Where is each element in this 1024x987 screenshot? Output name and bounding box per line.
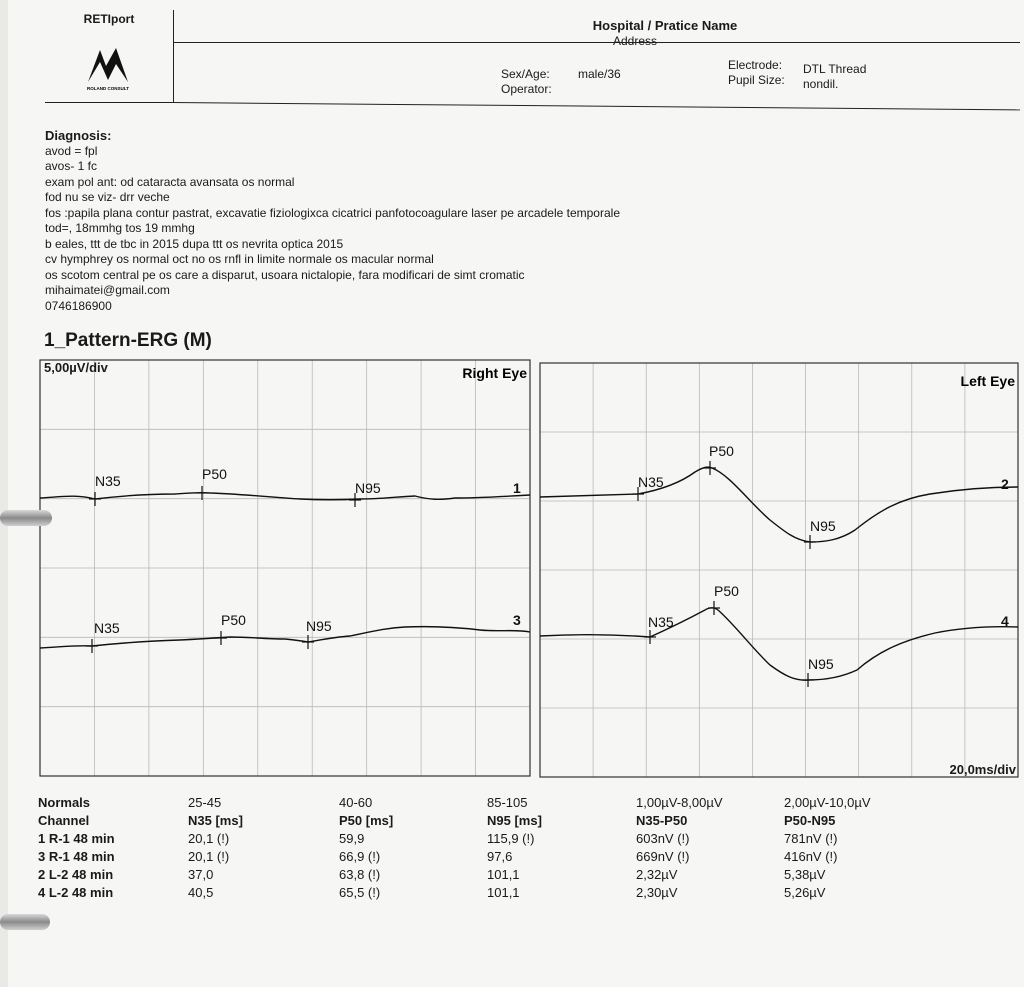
table-cell: 2,30µV (636, 885, 678, 900)
electrode-label: Electrode: (728, 58, 783, 72)
hospital-address: Address (612, 34, 658, 48)
hospital-name: Hospital / Pratice Name (592, 18, 738, 33)
diagnosis-line: fod nu se viz- drr veche (45, 190, 170, 204)
marker-n95-ch1: N95 (355, 480, 381, 496)
table-cell: 416nV (!) (784, 849, 838, 864)
table-cell: 97,6 (487, 849, 513, 864)
table-header: P50 [ms] (339, 813, 394, 828)
table-cell: 37,0 (188, 867, 214, 882)
diagnosis-line: exam pol ant: od cataracta avansata os normal (45, 174, 295, 189)
table-cell: 59,9 (339, 831, 365, 846)
diagnosis-line: fos :papila plana contur pastrat, excavatie fiziologixca cicatrici panfotocoagulare laser pe arcadele temporale (45, 205, 620, 220)
marker-p50-ch4: P50 (714, 583, 739, 599)
table-header: N35 [ms] (188, 813, 243, 828)
diagnosis-line: cv hymphrey os normal oct no os rnfl in limite normale os macular normal (45, 252, 434, 266)
amplitude-scale-label: 5,00µV/div (44, 360, 108, 375)
table-cell: 2,32µV (636, 867, 678, 882)
table-cell: 20,1 (!) (188, 831, 230, 846)
table-cell: 2,00µV-10,0µV (784, 795, 871, 810)
channel-label-2: 2 (1001, 476, 1009, 492)
table-cell: 20,1 (!) (188, 849, 230, 864)
diagnosis-line: mihaimatei@gmail.com (45, 283, 170, 297)
diagnosis-line: tod=, 18mmhg tos 19 mmhg (45, 221, 195, 235)
diagnosis-title: Diagnosis: (45, 128, 112, 143)
table-cell: 669nV (!) (636, 849, 690, 864)
marker-p50-ch1: P50 (202, 466, 227, 482)
marker-n95-ch4: N95 (808, 656, 834, 672)
table-cell: 1,00µV-8,00µV (636, 795, 723, 810)
binder-ring-top (0, 510, 52, 526)
section-title: 1_Pattern-ERG (M) (44, 330, 212, 351)
table-header: Channel (38, 813, 90, 828)
time-scale-label: 20,0ms/div (949, 762, 1016, 777)
diagnosis-line: os scotom central pe os care a disparut, usoara nictalopie, fara modificari de simt cromatic (45, 267, 525, 282)
right-eye-grid (40, 360, 530, 776)
table-cell: 40,5 (188, 885, 214, 900)
marker-p50-ch2: P50 (709, 443, 734, 459)
pupil-size-value: nondil. (803, 77, 839, 91)
table-cell: 63,8 (!) (339, 867, 381, 882)
table-header: N95 [ms] (487, 813, 542, 828)
operator-label: Operator: (501, 82, 552, 96)
pupil-size-label: Pupil Size: (728, 73, 785, 87)
marker-n35-ch4: N35 (648, 614, 674, 630)
table-cell: 25-45 (188, 795, 222, 810)
diagnosis-line: avod = fpl (45, 143, 98, 158)
trace-channel-4 (540, 608, 1018, 680)
marker-n95-ch3: N95 (306, 618, 332, 634)
sex-age-label: Sex/Age: (501, 67, 550, 81)
marker-n35-ch2: N35 (638, 474, 664, 490)
table-cell: 40-60 (339, 795, 373, 810)
table-cell: 5,26µV (784, 885, 826, 900)
svg-text:ROLAND CONSULT: ROLAND CONSULT (87, 86, 129, 91)
right-eye-title: Right Eye (462, 365, 527, 381)
marker-p50-ch3: P50 (221, 612, 246, 628)
table-cell: 101,1 (487, 867, 520, 882)
marker-n35-ch3: N35 (94, 620, 120, 636)
table-header: N35-P50 (636, 813, 688, 828)
marker-ticks (86, 461, 816, 687)
channel-label-3: 3 (513, 612, 521, 628)
table-cell: 115,9 (!) (487, 831, 535, 846)
table-cell: 603nV (!) (636, 831, 690, 846)
diagnosis-line: b eales, ttt de tbc in 2015 dupa ttt os nevrita optica 2015 (45, 236, 344, 251)
sex-age-value: male/36 (578, 67, 621, 81)
left-eye-grid (540, 363, 1018, 777)
table-cell: 65,5 (!) (339, 885, 381, 900)
table-cell: 85-105 (487, 795, 528, 810)
table-cell: Normals (38, 795, 91, 810)
table-cell: 1 R-1 48 min (38, 831, 115, 846)
table-cell: 2 L-2 48 min (38, 867, 114, 882)
brand-name: RETIport (83, 12, 135, 26)
table-cell: 781nV (!) (784, 831, 838, 846)
table-cell: 101,1 (487, 885, 520, 900)
trace-channel-2 (540, 467, 1018, 542)
left-eye-title: Left Eye (960, 373, 1015, 389)
channel-label-4: 4 (1001, 613, 1009, 629)
table-cell: 5,38µV (784, 867, 826, 882)
table-cell: 4 L-2 48 min (38, 885, 114, 900)
diagnosis-line: avos- 1 fc (45, 159, 98, 173)
marker-n35-ch1: N35 (95, 473, 121, 489)
electrode-value: DTL Thread (803, 62, 867, 76)
binder-ring-bottom (0, 914, 50, 930)
table-header: P50-N95 (784, 813, 836, 828)
channel-label-1: 1 (513, 480, 521, 496)
table-cell: 66,9 (!) (339, 849, 381, 864)
table-cell: 3 R-1 48 min (38, 849, 115, 864)
marker-n95-ch2: N95 (810, 518, 836, 534)
diagnosis-line: 0746186900 (45, 298, 112, 313)
